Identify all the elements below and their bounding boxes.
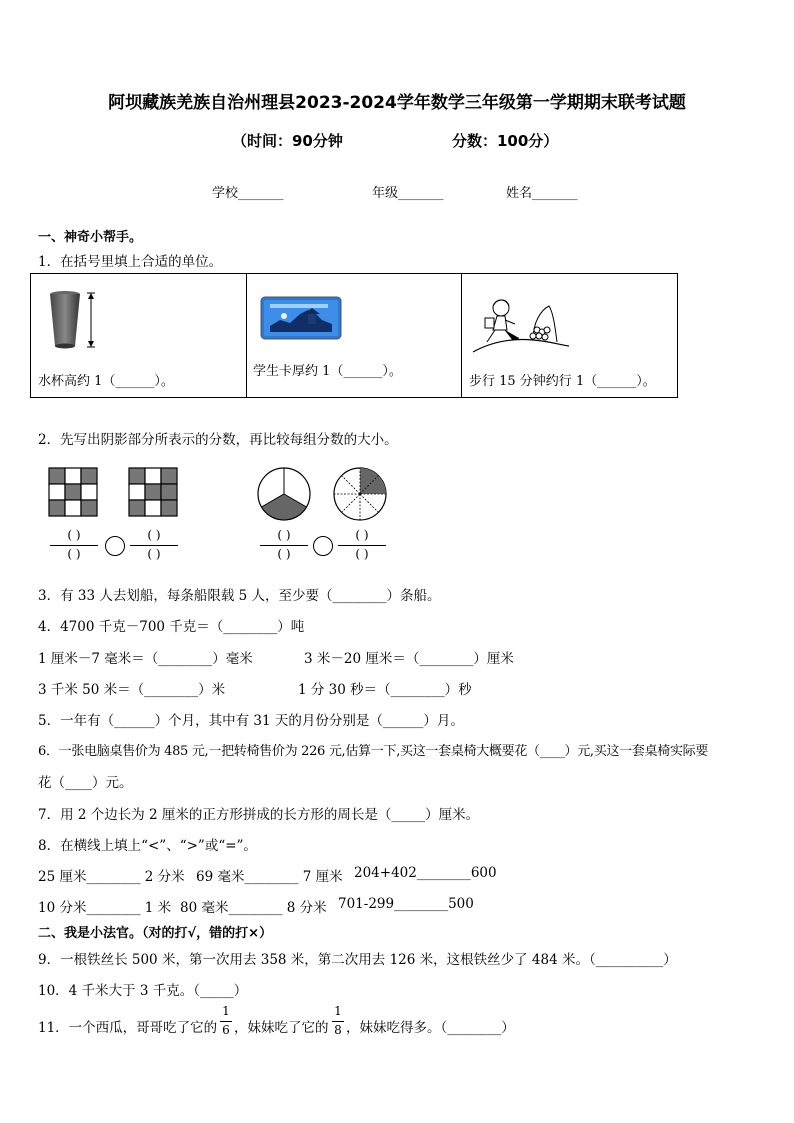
q3: 3．有 33 人去划船，每条船限载 5 人，至少要（________）条船。 xyxy=(38,588,441,604)
q6-line2: 花（____）元。 xyxy=(38,775,133,791)
q7: 7．用 2 个边长为 2 厘米的正方形拼成的长方形的周长是（_____）厘米。 xyxy=(38,807,480,823)
cup-icon xyxy=(45,288,105,354)
q4-line3a: 3 千米 50 米＝（________）米 xyxy=(38,682,226,698)
q2-den-2[interactable]: ( ) xyxy=(147,547,161,561)
q4-line1: 4．4700 千克－700 千克＝（________）吨 xyxy=(38,619,305,635)
q1-cell-card-text: 学生卡厚约 1（______）。 xyxy=(253,364,402,379)
q2-den-1[interactable]: ( ) xyxy=(67,547,81,561)
q8-prompt: 8．在横线上填上“<”、“>”或“=”。 xyxy=(38,838,257,854)
q2-prompt: 2．先写出阴影部分所表示的分数，再比较每组分数的大小。 xyxy=(38,432,398,448)
q11-frac1-den: 6 xyxy=(222,1023,230,1037)
q10: 10．4 千米大于 3 千克。（_____） xyxy=(38,983,248,999)
grid-figure-2 xyxy=(128,467,180,519)
q1-prompt: 1．在括号里填上合适的单位。 xyxy=(38,254,223,270)
q4-line2a: 1 厘米－7 毫米＝（________）毫米 xyxy=(38,651,253,667)
q1-cell-cup-text: 水杯高约 1（______）。 xyxy=(38,374,174,389)
grade-field[interactable]: 年级_______ xyxy=(372,186,444,201)
q1-cell-walk-text: 步行 15 分钟约行 1（______）。 xyxy=(469,374,656,389)
q8-row2-item2: 80 毫米________ 8 分米 xyxy=(180,900,327,916)
q9: 9．一根铁丝长 500 米，第一次用去 358 米，第二次用去 126 米，这根铁丝少了 484 米。（__________） xyxy=(38,952,677,968)
fraction-bar xyxy=(260,545,308,546)
q11-frac2-den: 8 xyxy=(334,1023,342,1037)
q11-text-start: 11．一个西瓜，哥哥吃了它的 xyxy=(38,1020,218,1036)
q2-den-3[interactable]: ( ) xyxy=(277,547,291,561)
section1-heading: 一、神奇小帮手。 xyxy=(38,230,143,245)
q2-num-4[interactable]: ( ) xyxy=(355,528,369,542)
grid-figure-1 xyxy=(48,467,100,519)
q2-num-3[interactable]: ( ) xyxy=(277,528,291,542)
q6-line1: 6．一张电脑桌售价为 485 元,一把转椅售价为 226 元,估算一下,买这一套桌椅大概要花（____）元,买这一套桌椅实际要 xyxy=(38,744,709,759)
q2-den-4[interactable]: ( ) xyxy=(355,547,369,561)
q11-frac1-num: 1 xyxy=(222,1004,230,1018)
walking-boy-image xyxy=(471,296,571,356)
q5: 5．一年有（______）个月，其中有 31 天的月份分别是（______）月。 xyxy=(38,713,464,729)
compare-circle-1[interactable] xyxy=(104,535,126,557)
q1-cell-walk xyxy=(461,273,678,398)
fraction-bar xyxy=(338,545,386,546)
q4-line2b: 3 米－20 厘米＝（________）厘米 xyxy=(304,651,514,667)
q11-frac2-num: 1 xyxy=(334,1004,342,1018)
q2-num-1[interactable]: ( ) xyxy=(67,528,81,542)
q1-cell-cup xyxy=(30,273,247,398)
q11-text-mid: ，妹妹吃了它的 xyxy=(234,1020,329,1036)
section2-heading: 二、我是小法官。（对的打√，错的打×） xyxy=(38,926,273,941)
student-card-image xyxy=(260,296,342,340)
q1-cell-card xyxy=(246,273,462,398)
compare-circle-2[interactable] xyxy=(312,535,334,557)
circle-figure-2 xyxy=(332,466,388,522)
fraction-bar xyxy=(50,545,98,546)
exam-time: （时间：90分钟 xyxy=(232,132,343,150)
q11-text-end: ，妹妹吃得多。（________） xyxy=(346,1020,515,1036)
fraction-bar xyxy=(220,1021,232,1022)
exam-title: 阿坝藏族羌族自治州理县2023-2024学年数学三年级第一学期期末联考试题 xyxy=(108,93,686,113)
school-field[interactable]: 学校_______ xyxy=(212,186,284,201)
fraction-bar xyxy=(130,545,178,546)
q2-num-2[interactable]: ( ) xyxy=(147,528,161,542)
q8-row1-item3: 204+402________600 xyxy=(354,865,497,881)
exam-score: 分数：100分） xyxy=(452,132,559,150)
q8-row1-item1: 25 厘米________ 2 分米 xyxy=(38,869,185,885)
q8-row2-item1: 10 分米________ 1 米 xyxy=(38,900,172,916)
circle-figure-1 xyxy=(256,466,312,522)
q8-row2-item3: 701-299________500 xyxy=(338,896,474,912)
name-field[interactable]: 姓名_______ xyxy=(506,186,578,201)
q4-line3b: 1 分 30 秒＝（________）秒 xyxy=(298,682,472,698)
q8-row1-item2: 69 毫米________ 7 厘米 xyxy=(196,869,343,885)
fraction-bar xyxy=(332,1021,344,1022)
